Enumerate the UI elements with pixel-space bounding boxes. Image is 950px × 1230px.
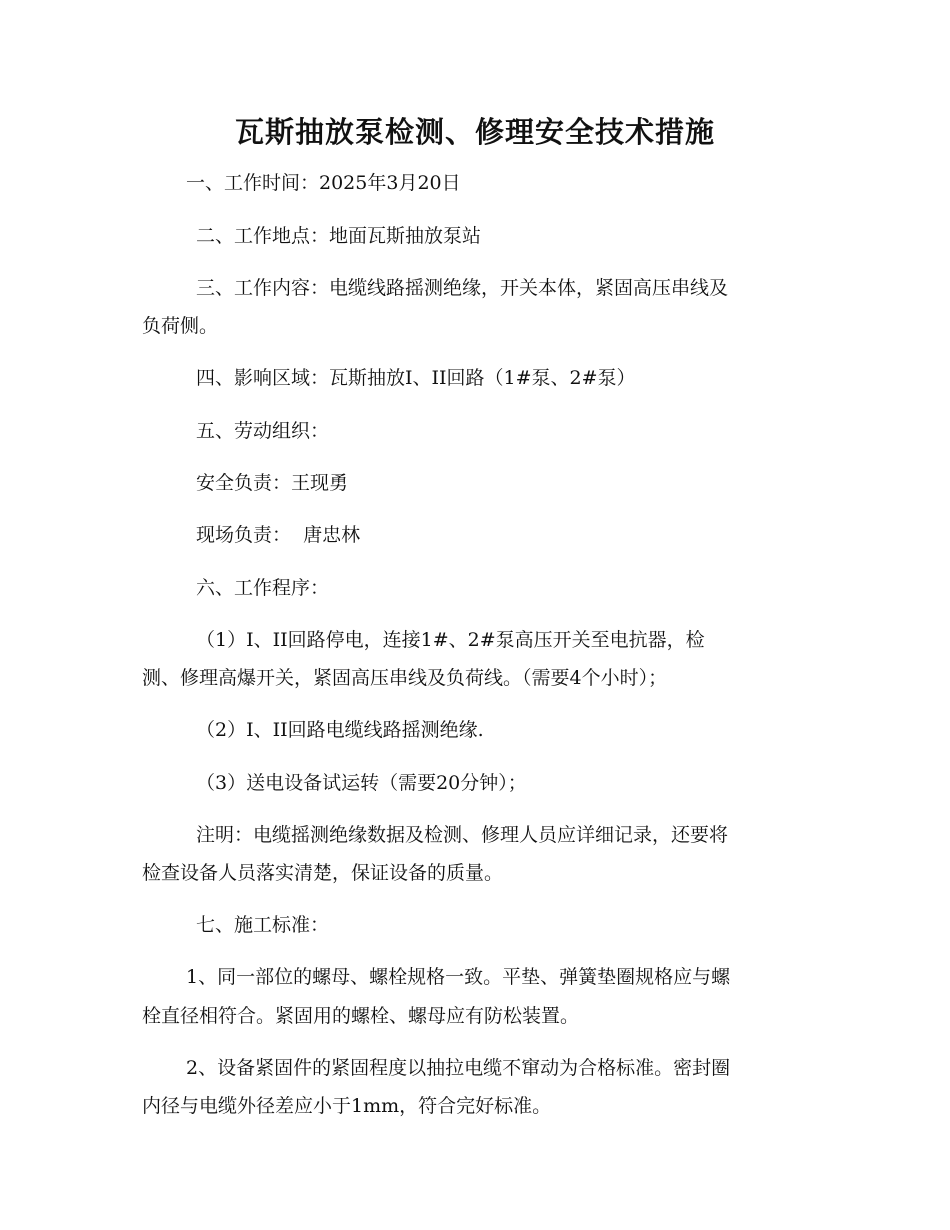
standard-heading: 七、施工标准： <box>196 914 330 936</box>
work-place: 二、工作地点：地面瓦斯抽放泵站 <box>196 225 482 247</box>
work-content-line-2: 负荷侧。 <box>142 315 219 337</box>
work-time: 一、工作时间：2025年3月20日 <box>186 172 461 194</box>
site-lead: 现场负责： 唐忠林 <box>196 524 361 546</box>
standard-1-line-2: 栓直径相符合。紧固用的螺栓、螺母应有防松装置。 <box>142 1005 580 1027</box>
procedure-step-3: （3）送电设备试运转（需要20分钟）； <box>196 772 527 794</box>
document-title: 瓦斯抽放泵检测、修理安全技术措施 <box>234 115 715 149</box>
standard-1-line-1: 1、同一部位的螺母、螺栓规格一致。平垫、弹簧垫圈规格应与螺 <box>186 966 731 988</box>
work-content-line-1: 三、工作内容：电缆线路摇测绝缘，开关本体，紧固高压串线及 <box>196 277 729 299</box>
impact-area: 四、影响区域：瓦斯抽放Ⅰ、II回路（1#泵、2#泵） <box>196 367 636 389</box>
note-line-1: 注明：电缆摇测绝缘数据及检测、修理人员应详细记录，还要将 <box>196 824 729 846</box>
labor-organization-heading: 五、劳动组织： <box>196 420 330 442</box>
procedure-heading: 六、工作程序： <box>196 577 330 599</box>
note-line-2: 检查设备人员落实清楚，保证设备的质量。 <box>142 862 504 884</box>
standard-2-line-2: 内径与电缆外径差应小于1mm，符合完好标准。 <box>142 1095 552 1117</box>
procedure-step-1-line-1: （1）Ⅰ、II回路停电，连接1#、2#泵高压开关至电抗器，检 <box>196 629 705 651</box>
procedure-step-2: （2）Ⅰ、II回路电缆线路摇测绝缘. <box>196 719 484 741</box>
safety-lead: 安全负责：王现勇 <box>196 472 349 494</box>
standard-2-line-1: 2、设备紧固件的紧固程度以抽拉电缆不窜动为合格标准。密封圈 <box>186 1057 731 1079</box>
procedure-step-1-line-2: 测、修理高爆开关，紧固高压串线及负荷线。（需要4个小时）； <box>142 667 668 689</box>
